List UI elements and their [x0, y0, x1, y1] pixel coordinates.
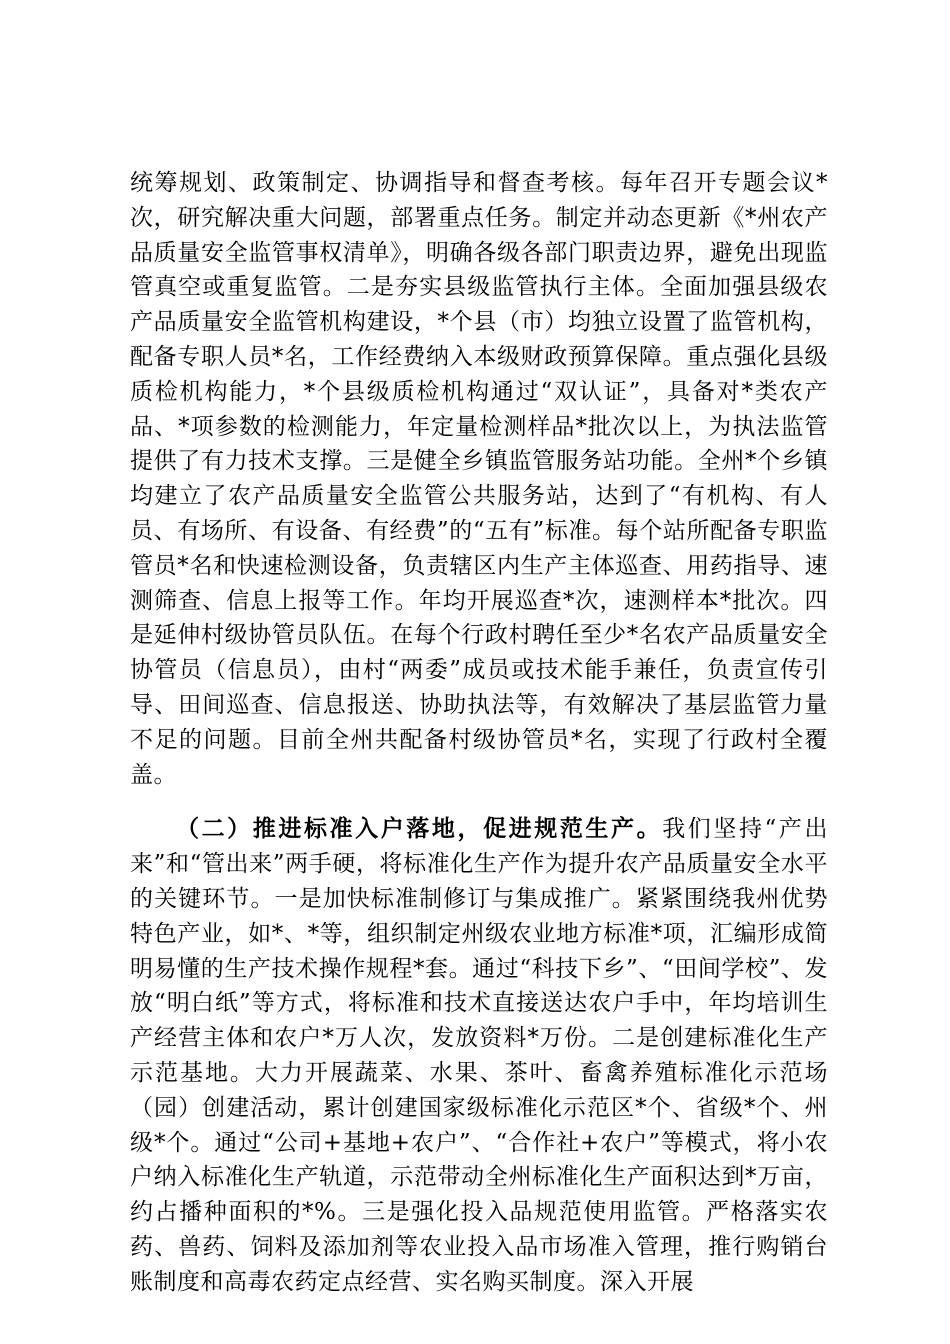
- section-body-text: 我们坚持“产出来”和“管出来”两手硬，将标准化生产作为提升农产品质量安全水平的关键环节。一是加快标准制修订与集成推广。紧紧围绕我州优势特色产业，如*、*等，组织制定州级农业地方标准*项，汇编形成简明易懂的生产技术操作规程*套。通过“科技下乡”、“田间学校”、发放“明白纸”等方式，将标准和技术直接送达农户手中，年均培训生产经营主体和农户*万人次，发放资料*万份。二是创建标准化生产示范基地。大力开展蔬菜、水果、茶叶、畜禽养殖标准化示范场（园）创建活动，累计创建国家级标准化示范区*个、省级*个、州级*个。通过“公司+基地+农户”、“合作社+农户”等模式，将小农户纳入标准化生产轨道，示范带动全州标准化生产面积达到*万亩，约占播种面积的*%。三是强化投入品规范使用监管。严格落实农药、兽药、饲料及添加剂等农业投入品市场准入管理，推行购销台账制度和高毒农药定点经营、实名购买制度。深入开展: [130, 816, 828, 1295]
- section-heading: （二）推进标准入户落地，促进规范生产。: [176, 816, 663, 843]
- body-paragraph-1: 统筹规划、政策制定、协调指导和督查考核。每年召开专题会议*次，研究解决重大问题，部署重点任务。制定并动态更新《*州农产品质量安全监管事权清单》，明确各级各部门职责边界，避免出现监管真空或重复监管。二是夯实县级监管执行主体。全面加强县级农产品质量安全监管机构建设，*个县（市）均独立设置了监管机构，配备专职人员*名，工作经费纳入本级财政预算保障。重点强化县级质检机构能力，*个县级质检机构通过“双认证”，具备对*类农产品、*项参数的检测能力，年定量检测样品*批次以上，为执法监管提供了有力技术支撑。三是健全乡镇监管服务站功能。全州*个乡镇均建立了农产品质量安全监管公共服务站，达到了“有机构、有人员、有场所、有设备、有经费”的“五有”标准。每个站所配备专职监管员*名和快速检测设备，负责辖区内生产主体巡查、用药指导、速测筛查、信息上报等工作。年均开展巡查*次，速测样本*批次。四是延伸村级协管员队伍。在每个行政村聘任至少*名农产品质量安全协管员（信息员），由村“两委”成员或技术能手兼任，负责宣传引导、田间巡查、信息报送、协助执法等，有效解决了基层监管力量不足的问题。目前全州共配备村级协管员*名，实现了行政村全覆盖。: [130, 170, 828, 788]
- document-page: [130, 166, 828, 1300]
- body-paragraph-2: [130, 812, 828, 1299]
